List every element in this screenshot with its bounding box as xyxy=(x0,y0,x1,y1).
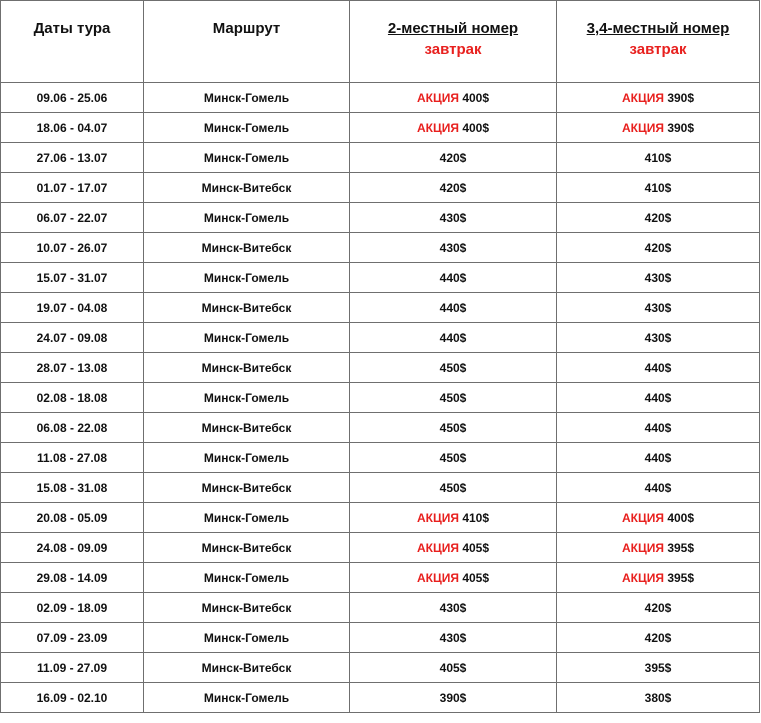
cell-route xyxy=(144,653,350,683)
cell-route-value: Минск-Витебск xyxy=(201,480,292,495)
cell-price-triple-value: 400$ xyxy=(667,510,695,525)
cell-price-double xyxy=(350,113,557,143)
cell-dates xyxy=(1,593,144,623)
cell-route-value: Минск-Гомель xyxy=(203,630,290,645)
cell-price-double xyxy=(350,383,557,413)
cell-price-triple-value: 395$ xyxy=(644,660,672,675)
table-row xyxy=(1,413,760,443)
cell-dates xyxy=(1,533,144,563)
cell-route xyxy=(144,173,350,203)
cell-price-double xyxy=(350,443,557,473)
cell-price-triple xyxy=(557,383,760,413)
promo-label: АКЦИЯ xyxy=(621,570,664,585)
table-row xyxy=(1,533,760,563)
cell-price-double-value: 400$ xyxy=(462,90,490,105)
cell-price-double-value: 430$ xyxy=(439,210,467,225)
table-row xyxy=(1,653,760,683)
table-row xyxy=(1,233,760,263)
cell-price-triple-value: 410$ xyxy=(644,180,672,195)
cell-dates xyxy=(1,113,144,143)
cell-route xyxy=(144,413,350,443)
cell-dates-value: 02.09 - 18.09 xyxy=(36,600,108,615)
cell-dates-value: 11.08 - 27.08 xyxy=(36,450,108,465)
cell-price-triple xyxy=(557,203,760,233)
promo-label: АКЦИЯ xyxy=(621,510,664,525)
cell-price-double xyxy=(350,623,557,653)
cell-route-value: Минск-Витебск xyxy=(201,420,292,435)
cell-route xyxy=(144,593,350,623)
table-row xyxy=(1,323,760,353)
cell-route-value: Минск-Витебск xyxy=(201,660,292,675)
header-triple-room xyxy=(557,1,760,83)
cell-price-double-value: 450$ xyxy=(439,480,467,495)
cell-price-triple xyxy=(557,233,760,263)
cell-price-triple-value: 390$ xyxy=(667,120,695,135)
cell-dates-value: 29.08 - 14.09 xyxy=(36,570,108,585)
cell-dates xyxy=(1,293,144,323)
cell-route xyxy=(144,263,350,293)
cell-price-triple-value: 420$ xyxy=(644,600,672,615)
cell-price-double-value: 400$ xyxy=(462,120,490,135)
header-dates: Даты тура xyxy=(1,1,144,83)
header-double-room-meal: завтрак xyxy=(424,41,482,58)
cell-price-triple xyxy=(557,143,760,173)
cell-route xyxy=(144,563,350,593)
cell-route-value: Минск-Гомель xyxy=(203,120,290,135)
promo-label: АКЦИЯ xyxy=(416,510,459,525)
cell-route xyxy=(144,293,350,323)
cell-route-value: Минск-Гомель xyxy=(203,90,290,105)
cell-dates xyxy=(1,143,144,173)
cell-route xyxy=(144,533,350,563)
cell-dates xyxy=(1,503,144,533)
cell-route xyxy=(144,143,350,173)
cell-dates xyxy=(1,683,144,713)
cell-route xyxy=(144,503,350,533)
cell-dates xyxy=(1,323,144,353)
cell-price-triple xyxy=(557,113,760,143)
cell-dates-value: 01.07 - 17.07 xyxy=(36,180,108,195)
cell-route-value: Минск-Витебск xyxy=(201,180,292,195)
cell-price-triple-value: 420$ xyxy=(644,630,672,645)
cell-price-double-value: 410$ xyxy=(462,510,490,525)
cell-dates-value: 27.06 - 13.07 xyxy=(36,150,108,165)
cell-route-value: Минск-Гомель xyxy=(203,450,290,465)
cell-dates-value: 09.06 - 25.06 xyxy=(36,90,108,105)
cell-route xyxy=(144,623,350,653)
cell-route xyxy=(144,683,350,713)
cell-price-double xyxy=(350,323,557,353)
cell-price-double xyxy=(350,413,557,443)
cell-price-triple xyxy=(557,173,760,203)
cell-price-triple-value: 395$ xyxy=(667,570,695,585)
table-row xyxy=(1,503,760,533)
cell-dates xyxy=(1,653,144,683)
cell-price-double xyxy=(350,593,557,623)
cell-route xyxy=(144,383,350,413)
cell-price-triple xyxy=(557,623,760,653)
cell-price-double-value: 430$ xyxy=(439,600,467,615)
cell-route-value: Минск-Гомель xyxy=(203,510,290,525)
cell-route-value: Минск-Витебск xyxy=(201,600,292,615)
cell-price-triple xyxy=(557,323,760,353)
cell-dates-value: 02.08 - 18.08 xyxy=(36,390,108,405)
cell-price-double-value: 440$ xyxy=(439,330,467,345)
table-row xyxy=(1,443,760,473)
cell-price-double-value: 405$ xyxy=(462,570,490,585)
cell-dates xyxy=(1,473,144,503)
header-triple-room-meal: завтрак xyxy=(629,41,687,58)
cell-dates xyxy=(1,563,144,593)
cell-price-double xyxy=(350,83,557,113)
promo-label: АКЦИЯ xyxy=(416,120,459,135)
cell-dates-value: 15.08 - 31.08 xyxy=(36,480,108,495)
cell-price-double xyxy=(350,503,557,533)
cell-price-double xyxy=(350,263,557,293)
cell-price-triple-value: 420$ xyxy=(644,240,672,255)
cell-route-value: Минск-Гомель xyxy=(203,210,290,225)
cell-price-triple-value: 440$ xyxy=(644,360,672,375)
cell-price-double-value: 405$ xyxy=(439,660,467,675)
cell-route xyxy=(144,203,350,233)
cell-price-double xyxy=(350,353,557,383)
cell-dates xyxy=(1,353,144,383)
table-body xyxy=(1,83,760,713)
cell-dates xyxy=(1,623,144,653)
cell-dates-value: 24.08 - 09.09 xyxy=(36,540,108,555)
cell-dates-value: 11.09 - 27.09 xyxy=(36,660,108,675)
promo-label: АКЦИЯ xyxy=(621,120,664,135)
table-row xyxy=(1,683,760,713)
promo-label: АКЦИЯ xyxy=(416,90,459,105)
cell-dates-value: 18.06 - 04.07 xyxy=(36,120,108,135)
cell-route xyxy=(144,83,350,113)
table-row xyxy=(1,623,760,653)
cell-dates xyxy=(1,443,144,473)
table-row xyxy=(1,83,760,113)
promo-label: АКЦИЯ xyxy=(416,570,459,585)
cell-price-triple xyxy=(557,683,760,713)
cell-route-value: Минск-Гомель xyxy=(203,270,290,285)
cell-price-double-value: 405$ xyxy=(462,540,490,555)
cell-price-triple xyxy=(557,563,760,593)
header-double-room-title: 2-местный номер xyxy=(387,20,519,37)
cell-price-double-value: 420$ xyxy=(439,180,467,195)
cell-dates xyxy=(1,203,144,233)
cell-price-triple-value: 440$ xyxy=(644,390,672,405)
cell-price-double-value: 450$ xyxy=(439,390,467,405)
cell-price-double-value: 430$ xyxy=(439,630,467,645)
cell-price-triple-value: 440$ xyxy=(644,450,672,465)
cell-price-triple-value: 420$ xyxy=(644,210,672,225)
table-row xyxy=(1,203,760,233)
cell-dates-value: 06.08 - 22.08 xyxy=(36,420,108,435)
cell-dates xyxy=(1,83,144,113)
cell-dates-value: 06.07 - 22.07 xyxy=(36,210,108,225)
cell-route-value: Минск-Витебск xyxy=(201,360,292,375)
cell-price-triple xyxy=(557,293,760,323)
cell-dates-value: 19.07 - 04.08 xyxy=(36,300,108,315)
cell-dates-value: 07.09 - 23.09 xyxy=(36,630,108,645)
cell-price-triple xyxy=(557,413,760,443)
cell-dates xyxy=(1,263,144,293)
cell-dates-value: 15.07 - 31.07 xyxy=(36,270,108,285)
cell-price-double-value: 450$ xyxy=(439,450,467,465)
header-route: Маршрут xyxy=(144,1,350,83)
cell-dates-value: 28.07 - 13.08 xyxy=(36,360,108,375)
cell-route xyxy=(144,443,350,473)
cell-price-triple-value: 395$ xyxy=(667,540,695,555)
cell-price-double xyxy=(350,533,557,563)
cell-dates-value: 10.07 - 26.07 xyxy=(36,240,108,255)
table-row xyxy=(1,353,760,383)
table-row xyxy=(1,473,760,503)
cell-price-triple xyxy=(557,353,760,383)
cell-price-double xyxy=(350,473,557,503)
cell-dates xyxy=(1,413,144,443)
cell-price-triple xyxy=(557,533,760,563)
cell-price-triple-value: 410$ xyxy=(644,150,672,165)
cell-route xyxy=(144,353,350,383)
cell-route-value: Минск-Витебск xyxy=(201,300,292,315)
table-row xyxy=(1,563,760,593)
cell-price-triple xyxy=(557,653,760,683)
cell-price-double xyxy=(350,293,557,323)
cell-price-triple xyxy=(557,503,760,533)
cell-price-double xyxy=(350,173,557,203)
cell-price-triple-value: 440$ xyxy=(644,480,672,495)
cell-price-double xyxy=(350,203,557,233)
cell-price-double-value: 450$ xyxy=(439,360,467,375)
header-double-room xyxy=(350,1,557,83)
cell-route-value: Минск-Витебск xyxy=(201,240,292,255)
promo-label: АКЦИЯ xyxy=(416,540,459,555)
cell-price-double-value: 450$ xyxy=(439,420,467,435)
cell-dates-value: 20.08 - 05.09 xyxy=(36,510,108,525)
cell-route-value: Минск-Гомель xyxy=(203,390,290,405)
cell-dates-value: 16.09 - 02.10 xyxy=(36,690,108,705)
cell-price-double xyxy=(350,233,557,263)
cell-price-triple xyxy=(557,473,760,503)
table-row xyxy=(1,143,760,173)
table-row xyxy=(1,383,760,413)
cell-route xyxy=(144,323,350,353)
cell-price-double xyxy=(350,563,557,593)
cell-price-double-value: 430$ xyxy=(439,240,467,255)
cell-route-value: Минск-Гомель xyxy=(203,150,290,165)
cell-route-value: Минск-Гомель xyxy=(203,330,290,345)
cell-price-double xyxy=(350,653,557,683)
cell-dates-value: 24.07 - 09.08 xyxy=(36,330,108,345)
cell-price-double-value: 440$ xyxy=(439,300,467,315)
table-header-row xyxy=(1,1,760,83)
table-row xyxy=(1,263,760,293)
cell-price-double-value: 420$ xyxy=(439,150,467,165)
cell-price-double-value: 390$ xyxy=(439,690,467,705)
cell-route xyxy=(144,113,350,143)
table-row xyxy=(1,113,760,143)
cell-price-triple-value: 430$ xyxy=(644,270,672,285)
promo-label: АКЦИЯ xyxy=(621,540,664,555)
table-row xyxy=(1,593,760,623)
cell-route xyxy=(144,473,350,503)
promo-label: АКЦИЯ xyxy=(621,90,664,105)
header-triple-room-title: 3,4-местный номер xyxy=(586,20,730,37)
cell-price-triple xyxy=(557,83,760,113)
table-row xyxy=(1,293,760,323)
cell-price-double-value: 440$ xyxy=(439,270,467,285)
cell-price-triple xyxy=(557,263,760,293)
cell-route xyxy=(144,233,350,263)
cell-dates xyxy=(1,233,144,263)
cell-price-triple-value: 440$ xyxy=(644,420,672,435)
cell-route-value: Минск-Гомель xyxy=(203,570,290,585)
cell-price-triple-value: 430$ xyxy=(644,330,672,345)
table-row xyxy=(1,173,760,203)
cell-price-triple xyxy=(557,443,760,473)
cell-price-triple-value: 380$ xyxy=(644,690,672,705)
cell-route-value: Минск-Гомель xyxy=(203,690,290,705)
cell-price-triple xyxy=(557,593,760,623)
cell-price-double xyxy=(350,143,557,173)
cell-dates xyxy=(1,173,144,203)
cell-dates xyxy=(1,383,144,413)
cell-price-triple-value: 390$ xyxy=(667,90,695,105)
cell-price-triple-value: 430$ xyxy=(644,300,672,315)
cell-price-double xyxy=(350,683,557,713)
cell-route-value: Минск-Витебск xyxy=(201,540,292,555)
